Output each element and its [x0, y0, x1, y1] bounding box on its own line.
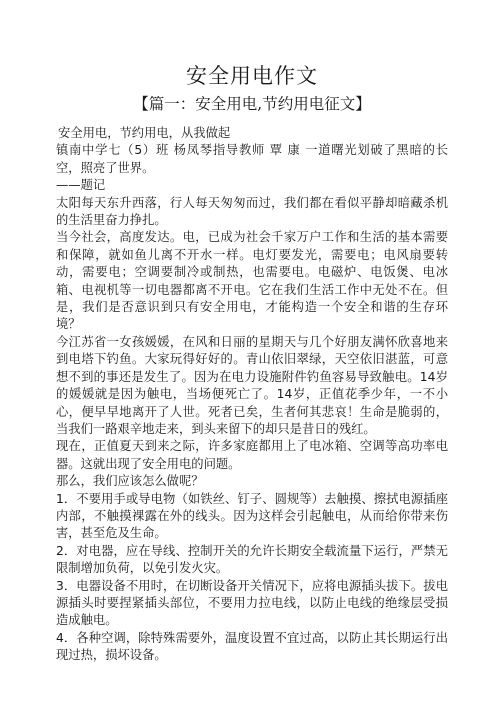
document-title: 安全用电作文: [186, 64, 318, 88]
document-body: [56, 125, 448, 665]
list-item: 3．电器设备不用时，在切断设备开关情况下，应将电源插头拔下。拔电源插头时要捏紧插头部位，不要用力拉电线，以防止电线的绝缘层受损造成触电。: [56, 578, 448, 628]
list-item: 2．对电器，应在导线、控制开关的允许长期安全载流量下运行，严禁无限制增加负荷，以免引发火灾。: [56, 543, 448, 576]
document-subtitle: 【篇一：安全用电,节约用电征文】: [133, 95, 371, 113]
paragraph: 安全用电，节约用电，从我做起: [58, 126, 231, 140]
paragraph: 当今社会，高度发达。电，已成为社会千家万户工作和生活的基本需要和保障，就如鱼儿离不开水一样。电灯要发光，需要电；电风扇要转动，需要电；空调要制冷或制热，也需要电。电磁炉、电饭煲、电冰箱、电视机等一切电器都离不开电。它在我们生活工作中无处不在。但是，我们是否意识到只有安全用电，才能构造一个安全和谐的生存环境？: [56, 230, 448, 332]
paragraph: 今江苏省一女孩媛媛，在风和日丽的星期天与几个好朋友满怀欣喜地来到电塔下钓鱼。大家玩得好好的。青山依旧翠绿，天空依旧湛蓝，可意想不到的事还是发生了。因为在电力设施附件钓鱼容易导致触电。14岁的媛媛就是因为触电，当场便死亡了。14岁，正值花季少年，一不小心，便早早地离开了人世。死者已矣，生者何其悲哀！生命是脆弱的，当我们一路艰辛地走来，到头来留下的却只是昔日的残红。: [56, 334, 448, 436]
paragraph: 镇南中学七（5）班 杨凤琴指导教师 覃 康 一道曙光划破了黑暗的长空，照亮了世界。: [56, 143, 448, 175]
list-item: 4．各种空调，除特殊需要外，温度设置不宜过高，以防止其长期运行出现过热，损坏设备。: [56, 630, 448, 663]
paragraph: 现在，正值夏天到来之际，许多家庭都用上了电冰箱、空调等高功率电器。这就出现了安全用电的问题。: [56, 439, 448, 471]
paragraph: 太阳每天东升西落，行人每天匆匆而过，我们都在看似平静却暗藏杀机的生活里奋力挣扎。: [56, 195, 448, 228]
list-item: 1．不要用手或导电物（如铁丝、钉子、圆规等）去触摸、擦拭电源插座内部，不触摸裸露在外的线头。因为这样会引起触电，从而给你带来伤害，甚至危及生命。: [56, 491, 448, 541]
paragraph-epigraph: ——题记: [56, 178, 106, 193]
paragraph: 那么，我们应该怎么做呢？: [56, 474, 204, 489]
